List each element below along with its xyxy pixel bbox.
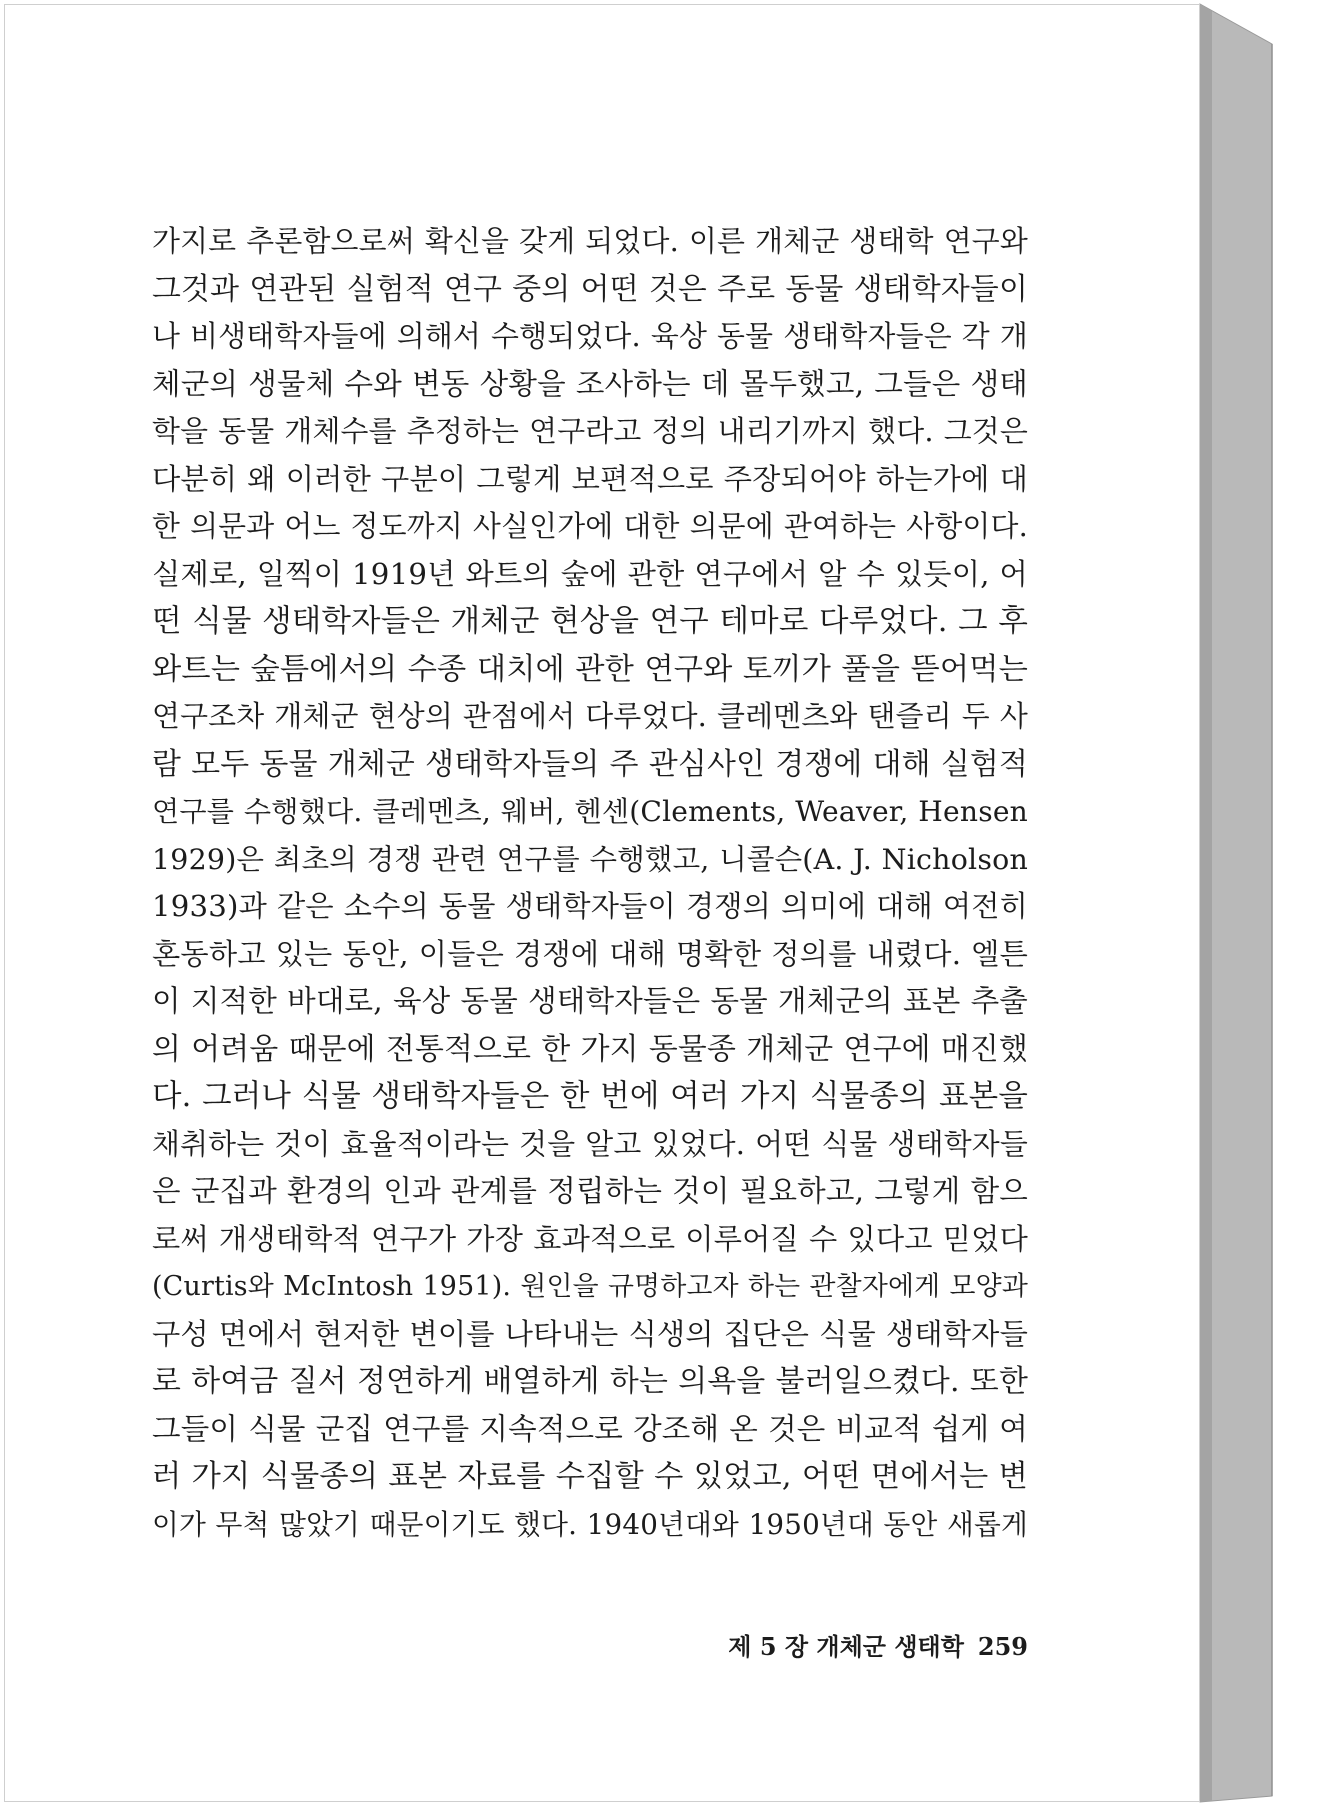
text-line: 의 어려움 때문에 전통적으로 한 가지 동물종 개체군 연구에 매진했: [152, 1031, 1028, 1067]
page-number: 259: [977, 1632, 1028, 1661]
chapter-title: 제 5 장 개체군 생태학: [728, 1632, 964, 1661]
text-line: 한 의문과 어느 정도까지 사실인가에 대한 의문에 관여하는 사항이다.: [152, 509, 1028, 543]
text-line: 떤 식물 생태학자들은 개체군 현상을 연구 테마로 다루었다. 그 후: [152, 604, 1028, 639]
text-line: 러 가지 식물종의 표본 자료를 수집할 수 있었고, 어떤 면에서는 변: [152, 1459, 1028, 1494]
text-line: 은 군집과 환경의 인과 관계를 정립하는 것이 필요하고, 그렇게 함으: [152, 1174, 1028, 1208]
text-line: 로 하여금 질서 정연하게 배열하게 하는 의욕을 불러일으켰다. 또한: [152, 1364, 1028, 1399]
page-footer: [726, 1627, 1028, 1662]
text-line: 채취하는 것이 효율적이라는 것을 알고 있었다. 어떤 식물 생태학자들: [152, 1126, 1028, 1161]
text-line: (Curtis와 McIntosh 1951). 원인을 규명하고자 하는 관찰자에게 모양과: [152, 1271, 1028, 1302]
text-line: 가지로 추론함으로써 확신을 갖게 되었다. 이른 개체군 생태학 연구와: [152, 224, 1028, 258]
text-line: 1933)과 같은 소수의 동물 생태학자들이 경쟁의 의미에 대해 여전히: [152, 889, 1028, 923]
text-line: 연구를 수행했다. 클레멘츠, 웨버, 헨센(Clements, Weaver, Hensen: [152, 795, 1028, 828]
text-line: 그들이 식물 군집 연구를 지속적으로 강조해 온 것은 비교적 쉽게 여: [152, 1411, 1028, 1446]
text-line: 구성 면에서 현저한 변이를 나타내는 식생의 집단은 식물 생태학자들: [152, 1316, 1028, 1351]
text-line: 와트는 숲틈에서의 수종 대치에 관한 연구와 토끼가 풀을 뜯어먹는: [152, 651, 1028, 687]
text-line: 체군의 생물체 수와 변동 상황을 조사하는 데 몰두했고, 그들은 생태: [152, 366, 1028, 401]
text-line: 1929)은 최초의 경쟁 관련 연구를 수행했고, 니콜슨(A. J. Nicholson: [152, 842, 1028, 876]
text-line: 이가 무척 많았기 때문이기도 했다. 1940년대와 1950년대 동안 새롭게: [152, 1507, 1028, 1541]
text-line: 다분히 왜 이러한 구분이 그렇게 보편적으로 주장되어야 하는가에 대: [152, 461, 1028, 496]
text-line: 로써 개생태학적 연구가 가장 효과적으로 이루어질 수 있다고 믿었다: [152, 1221, 1028, 1256]
text-line: 다. 그러나 식물 생태학자들은 한 번에 여러 가지 식물종의 표본을: [152, 1079, 1028, 1114]
text-line: 혼동하고 있는 동안, 이들은 경쟁에 대해 명확한 정의를 내렸다. 엘튼: [152, 936, 1028, 971]
text-line: 이 지적한 바대로, 육상 동물 생태학자들은 동물 개체군의 표본 추출: [152, 984, 1028, 1018]
text-line: 학을 동물 개체수를 추정하는 연구라고 정의 내리기까지 했다. 그것은: [152, 414, 1028, 448]
body-text: [152, 218, 1028, 1548]
text-line: 실제로, 일찍이 1919년 와트의 숲에 관한 연구에서 알 수 있듯이, 어: [152, 556, 1028, 591]
book-side-shade: [1200, 4, 1212, 1802]
text-line: 람 모두 동물 개체군 생태학자들의 주 관심사인 경쟁에 대해 실험적: [152, 746, 1028, 782]
text-line: 나 비생태학자들에 의해서 수행되었다. 육상 동물 생태학자들은 각 개: [152, 319, 1028, 353]
text-line: 연구조차 개체군 현상의 관점에서 다루었다. 클레멘츠와 탠즐리 두 사: [152, 699, 1028, 733]
text-line: 그것과 연관된 실험적 연구 중의 어떤 것은 주로 동물 생태학자들이: [152, 271, 1028, 307]
